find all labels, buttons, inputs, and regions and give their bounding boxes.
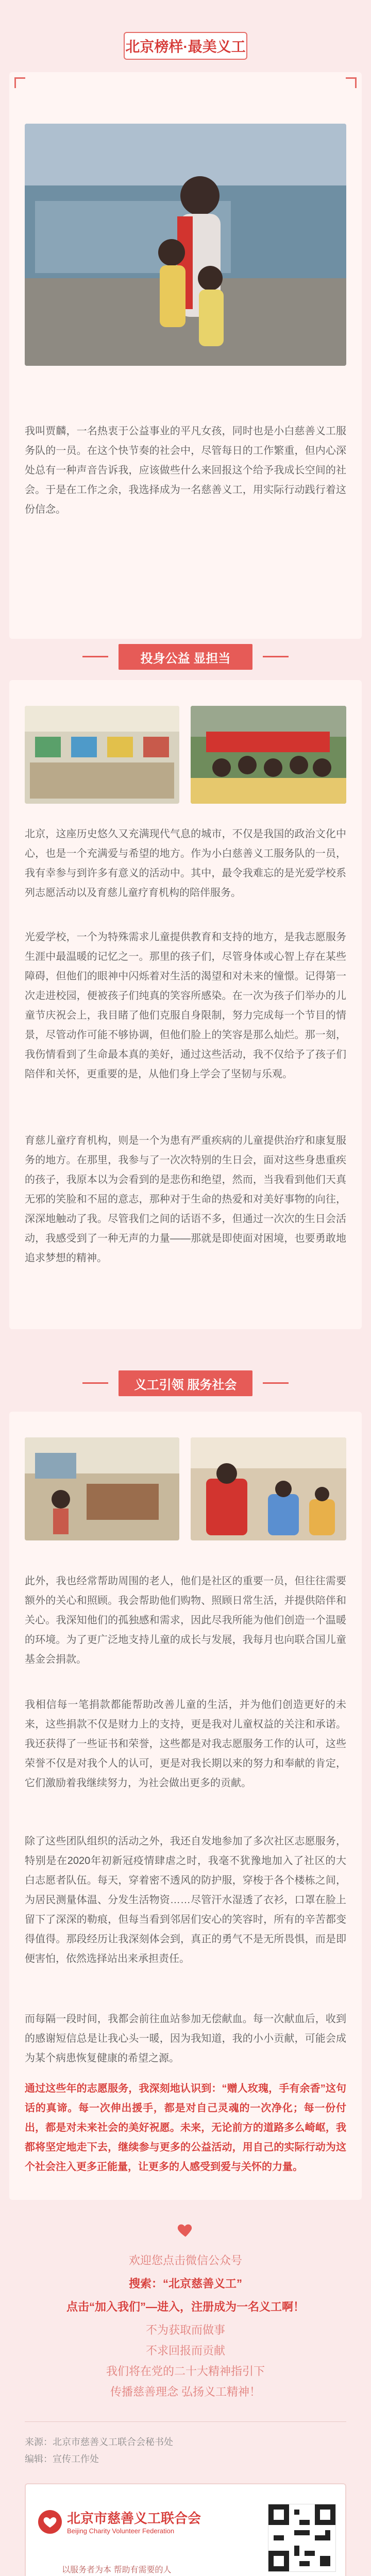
service-photo-right — [191, 1437, 346, 1540]
section2-paragraph-1: 此外，我也经常帮助周围的老人，他们是社区的重要一员，但往往需要额外的关心和照顾。我会帮助他们购物、照顾日常生活，并提供陪伴和关心。我深知他们的孤独感和需求，因此尽我所能为他们创造一个温暖的环境。为了更广泛地支持儿童的成长与发展，我每月也向联合国儿童基金会捐款。 — [25, 1575, 346, 1665]
org-logo-icon — [37, 2509, 63, 2535]
section1-paragraph-3: 育慈儿童疗育机构，则是一个为患有严重疾病的儿童提供治疗和康复服务的地方。在那里，我参与了一次次特别的生日会，面对这些身患重疾的孩子，我原本以为会看到的是悲伤和绝望，然而，当我看到他们天真无邪的笑脸和不屈的意志，那种对于生命的热爱和对美好事物的向往，深深地触动了我。尽管我们之间的话语不多，但通过一次次的生日会活动，我感受到了一种无声的力量——那就是即使面对困境，也要勇敢地追求梦想的精神。 — [25, 1135, 346, 1264]
section2-paragraph-2: 我相信每一笔捐款都能帮助改善儿童的生活，并为他们创造更好的未来，这些捐款不仅是财力上的支持，更是我对儿童权益的关注和承诺。我还获得了一些证书和荣誉，这些都是对我志愿服务工作的认可，这些荣誉不仅是对我个人的认可，更是对我长期以来的努力和奉献的肯定，它们激励着我继续努力，为社会做出更多的贡献。 — [25, 1699, 346, 1789]
children-activity-photo — [191, 1437, 346, 1540]
intro-paragraph: 我叫贾麟，一名热衷于公益事业的平凡女孩，同时也是小白慈善义工服务队的一员。在这个快节奏的社会中，尽管每日的工作繁重，但内心深处总有一种声音告诉我，应该做些什么来回报这个给予我成长空间的社会。于是在工作之余，我选择成为一名慈善义工，用实际行动践行着这份信念。 — [25, 426, 346, 515]
hero-photo — [25, 124, 346, 366]
section-tag-public-welfare: 投身公益 显担当 — [119, 644, 252, 670]
qr-code[interactable] — [268, 2504, 336, 2572]
service-photo-left — [25, 1437, 179, 1540]
closing-line-4: 不为获取而做事 — [145, 2324, 225, 2336]
section2-paragraph-3: 除了这些团队组织的活动之外，我还自发地参加了多次社区志愿服务，特别是在2020年初新冠疫情肆虐之时，我毫不犹豫地加入了社区的大白志愿者队伍。每天，穿着密不透风的防护服，穿梭于各个楼栋之间，为居民测量体温、分发生活物资……尽管汗水湿透了衣衫，口罩在脸上留下了深深的勒痕，但每当看到邻居们安心的笑容时，所有的辛苦都变得值得。那段经历让我深刻体会到，真正的勇气不是无所畏惧，而是即便害怕，依然选择站出来承担责任。 — [25, 1836, 346, 1964]
section1-paragraph-2: 光爱学校，一个为特殊需求儿童提供教育和支持的地方，是我志愿服务生涯中最温暖的记忆之一。那里的孩子们，尽管身体或心智上存在某些障碍，但他们的眼神中闪烁着对生活的渴望和对未来的憧憬。记得第一次走进校园，便被孩子们纯真的笑容所感染。在一次为孩子们举办的儿童节庆祝会上，我目睹了他们克服自身限制，努力完成每一个节目的情景，尽管动作可能不够协调，但他们脸上的笑容是那么灿烂。那一刻，我伤情看到了生命最本真的美好，通过这些活动，我不仅给予了孩子们陪伴和关怀，更重要的是，从他们身上学会了坚韧与乐观。 — [25, 931, 346, 1080]
org-english-name: Beijing Charity Volunteer Federation — [67, 2527, 175, 2535]
top-stripe — [0, 0, 371, 21]
activity-photo-left — [25, 706, 179, 804]
section2-paragraph-4: 而每隔一段时间，我都会前往血站参加无偿献血。每一次献血后，收到的感谢短信总是让我心头一暖，因为我知道，我的小小贡献，可能会成为某个病患恢复健康的希望之源。 — [25, 2013, 346, 2064]
room-photo — [25, 1437, 179, 1540]
volunteer-group-photo — [191, 706, 346, 804]
section2-highlight-paragraph: 通过这些年的志愿服务，我深刻地认识到：“赠人玫瑰，手有余香”这句话的真谛。每一次伸出援手，都是对自己灵魂的一次净化；每一份付出，都是对未来社会的美好祝愿。未来，无论前方的道路多么崎岖，我都将坚定地走下去，继续参与更多的公益活动，用自己的实际行动为这个社会注入更多正能量，让更多的人感受到爱与关怀的力量。 — [25, 2083, 346, 2173]
corner-decoration — [346, 77, 357, 88]
section1-paragraph-1: 北京，这座历史悠久又充满现代气息的城市，不仅是我国的政治文化中心，也是一个充满爱与希望的地方。作为小白慈善义工服务队的一员，我有幸参与到许多有意义的活动中。其中，最令我难忘的是光爱学校系列志愿活动以及育慈儿童疗育机构的陪伴服务。 — [25, 828, 346, 899]
heart-icon — [176, 2221, 195, 2239]
section-tag-volunteer-service: 义工引领 服务社会 — [119, 1370, 252, 1396]
footer-source: 来源：北京市慈善义工联合会秘书处 — [25, 2437, 173, 2447]
closing-line-6: 我们将在党的二十大精神指引下 — [106, 2365, 265, 2378]
closing-line-1: 欢迎您点击微信公众号 — [128, 2254, 242, 2267]
footer-divider — [25, 2421, 346, 2422]
classroom-photo — [25, 706, 179, 804]
activity-photo-right — [191, 706, 346, 804]
closing-line-7: 传播慈善理念 弘扬义工精神！ — [110, 2385, 261, 2398]
footer-editor: 编辑：宣传工作处 — [25, 2454, 99, 2464]
page-title: 北京榜样·最美义工 — [124, 32, 247, 60]
org-slogan-1: 以服务者为本 帮助有需要的人 — [62, 2566, 172, 2574]
org-name: 北京市慈善义工联合会 — [67, 2511, 201, 2526]
closing-line-5: 不求回报而贡献 — [145, 2344, 225, 2357]
corner-decoration — [14, 77, 25, 88]
closing-line-2: 搜索：“北京慈善义工” — [128, 2277, 242, 2290]
hero-photo-illustration — [25, 124, 346, 366]
closing-line-3: 点击“加入我们”—进入，注册成为一名义工啊！ — [66, 2300, 305, 2313]
